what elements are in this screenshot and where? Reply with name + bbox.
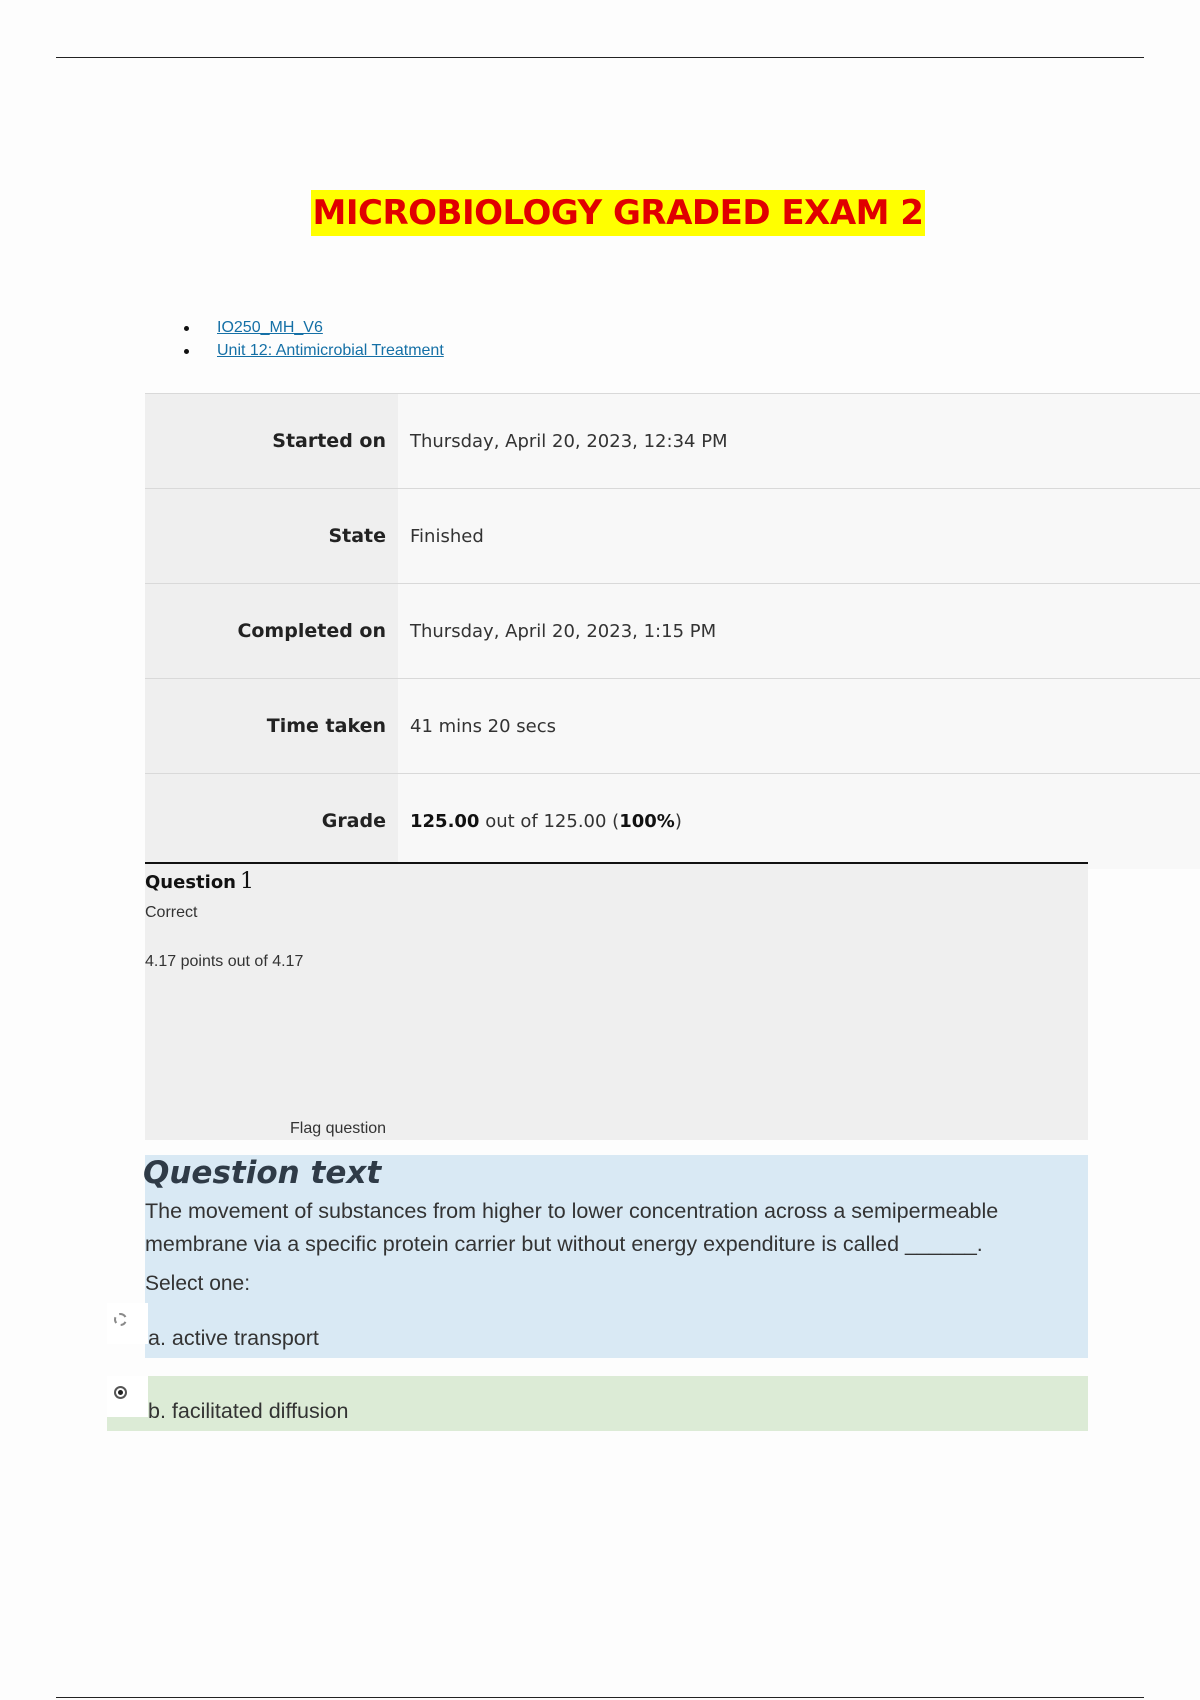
radio-unselected-icon[interactable] [114, 1313, 127, 1326]
started-label: Started on [145, 394, 398, 489]
page-bottom-rule [56, 1697, 1144, 1698]
breadcrumb-link-course[interactable]: IO250_MH_V6 [217, 319, 323, 336]
flag-question-link[interactable]: Flag question [290, 1120, 387, 1137]
question-text-heading: Question text [143, 1155, 382, 1191]
question-number-value: 1 [240, 869, 254, 894]
question-number [145, 869, 254, 894]
question-grade: 4.17 points out of 4.17 [145, 953, 304, 970]
state-value: Finished [398, 489, 1200, 584]
summary-row-state [145, 489, 1200, 584]
question-label: Question [145, 872, 236, 893]
grade-label: Grade [145, 774, 398, 869]
summary-row-completed [145, 584, 1200, 679]
summary-row-started [145, 394, 1200, 489]
select-one-prompt: Select one: [145, 1272, 251, 1295]
summary-row-time [145, 679, 1200, 774]
breadcrumb-item-course [180, 316, 444, 339]
page-top-rule [56, 57, 1144, 58]
page-title: MICROBIOLOGY GRADED EXAM 2 [311, 190, 926, 236]
answer-option-a-label: a. active transport [148, 1326, 319, 1350]
grade-out-of: out of 125.00 ( [479, 810, 620, 832]
grade-value [398, 774, 1200, 869]
grade-close: ) [674, 810, 682, 832]
breadcrumb-link-unit[interactable]: Unit 12: Antimicrobial Treatment [217, 342, 444, 359]
time-taken-value: 41 mins 20 secs [398, 679, 1200, 774]
question-text: The movement of substances from higher to lower concentration across a semipermeable membrane via a specific protein carrier but without energy expenditure is called ______. [145, 1199, 999, 1256]
radio-box-b [107, 1376, 148, 1417]
radio-box-a [107, 1303, 148, 1344]
state-label: State [145, 489, 398, 584]
started-value: Thursday, April 20, 2023, 12:34 PM [398, 394, 1200, 489]
question-state: Correct [145, 904, 198, 921]
question-info-panel [145, 862, 1088, 1140]
breadcrumb [180, 316, 444, 362]
answer-option-b[interactable] [107, 1376, 1088, 1431]
completed-value: Thursday, April 20, 2023, 1:15 PM [398, 584, 1200, 679]
grade-score: 125.00 [410, 810, 480, 832]
breadcrumb-item-unit [180, 339, 444, 362]
radio-selected-icon[interactable] [114, 1386, 127, 1399]
title-wrap [0, 190, 1200, 236]
attempt-summary-table [145, 393, 1200, 869]
time-taken-label: Time taken [145, 679, 398, 774]
summary-row-grade [145, 774, 1200, 869]
grade-percent: 100% [619, 810, 675, 832]
completed-label: Completed on [145, 584, 398, 679]
answer-option-b-label: b. facilitated diffusion [148, 1399, 349, 1423]
answer-option-a[interactable] [107, 1303, 1088, 1358]
